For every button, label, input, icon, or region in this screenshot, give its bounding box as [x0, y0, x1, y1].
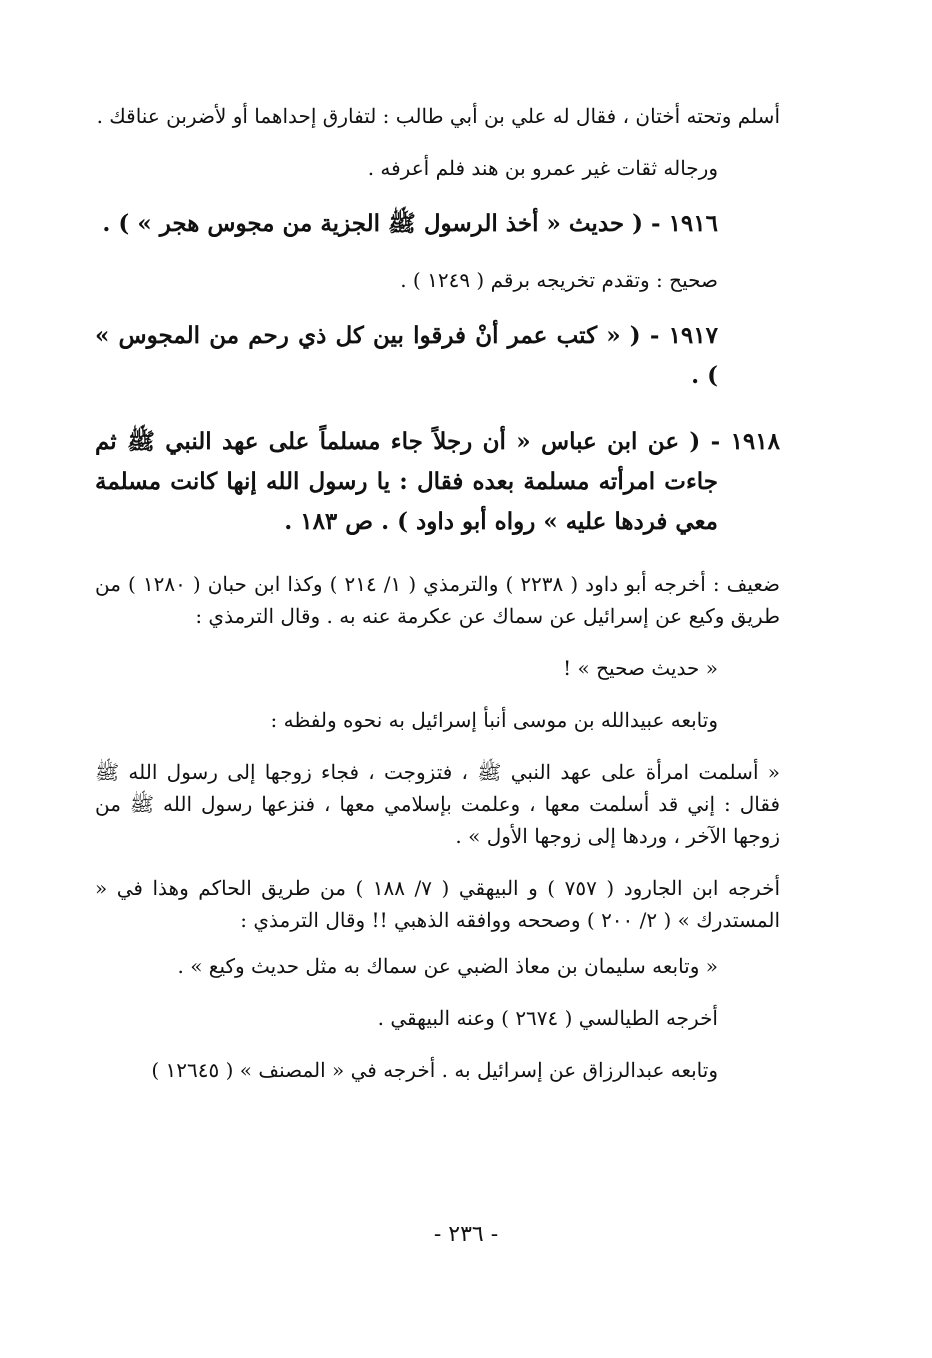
page-number: - ٢٣٦ - [433, 1222, 499, 1247]
paragraph-mutabaa-abdurrazzaq: وتابعه عبدالرزاق عن إسرائيل به . أخرجه في « المصنف » ( ١٢٦٤٥ ) [151, 1058, 718, 1082]
paragraph-takhrij-1918: ضعيف : أخرجه أبو داود ( ٢٢٣٨ ) والترمذي ( ١/ ٢١٤ ) وكذا ابن حبان ( ١٢٨٠ ) من طريق وكيع عن إسرائيل عن سماك عن عكرمة عنه به . وقال الترمذي : [95, 572, 781, 628]
paragraph-narrators-note: ورجاله ثقات غير عمرو بن هند فلم أعرفه . [367, 156, 718, 180]
paragraph-mutabaa-ubaidullah: وتابعه عبيدالله بن موسى أنبأ إسرائيل به نحوه ولفظه : [270, 708, 718, 732]
paragraph-quoted-narration: « أسلمت امرأة على عهد النبي ﷺ ، فتزوجت ، فجاء زوجها إلى رسول الله ﷺ فقال : إني قد أسلمت معها ، وعلمت بإسلامي معها ، فنزعها رسول الله ﷺ من زوجها الآخر ، وردها إلى زوجها الأول » . [95, 760, 780, 848]
hadith-1917: ١٩١٧ - ( « كتب عمر أنْ فرقوا بين كل ذي رحم من المجوس » ) . [95, 322, 718, 389]
paragraph-takhrij-tayalisi: أخرجه الطيالسي ( ٢٦٧٤ ) وعنه البيهقي . [377, 1006, 718, 1030]
hadith-1918: ١٩١٨ - ( عن ابن عباس « أن رجلاً جاء مسلماً على عهد النبي ﷺ ثم جاءت امرأته مسلمة بعده فقال : يا رسول الله إنها كانت مسلمة معي فردها عليه » رواه أبو داود ) . ص ١٨٣ . [95, 428, 780, 535]
hadith-1916: ١٩١٦ - ( حديث « أخذ الرسول ﷺ الجزية من مجوس هجر » ) . [102, 210, 718, 237]
page-body [95, 100, 780, 1086]
paragraph-authenticity-1916: صحيح : وتقدم تخريجه برقم ( ١٢٤٩ ) . [400, 268, 718, 292]
paragraph-mutabaa-sulaiman: « وتابعه سليمان بن معاذ الضبي عن سماك به مثل حديث وكيع » . [177, 954, 718, 978]
paragraph-continuation: أسلم وتحته أختان ، فقال له علي بن أبي طالب : لتفارق إحداهما أو لأضربن عناقك . [96, 104, 780, 128]
paragraph-quote-sahih: « حديث صحيح » ! [563, 656, 718, 680]
paragraph-takhrij-jarud: أخرجه ابن الجارود ( ٧٥٧ ) و البيهقي ( ٧/ ١٨٨ ) من طريق الحاكم وهذا في « المستدرك » ( ٢/ ٢٠٠ ) وصححه ووافقه الذهبي !! وقال الترمذي : [95, 876, 781, 932]
